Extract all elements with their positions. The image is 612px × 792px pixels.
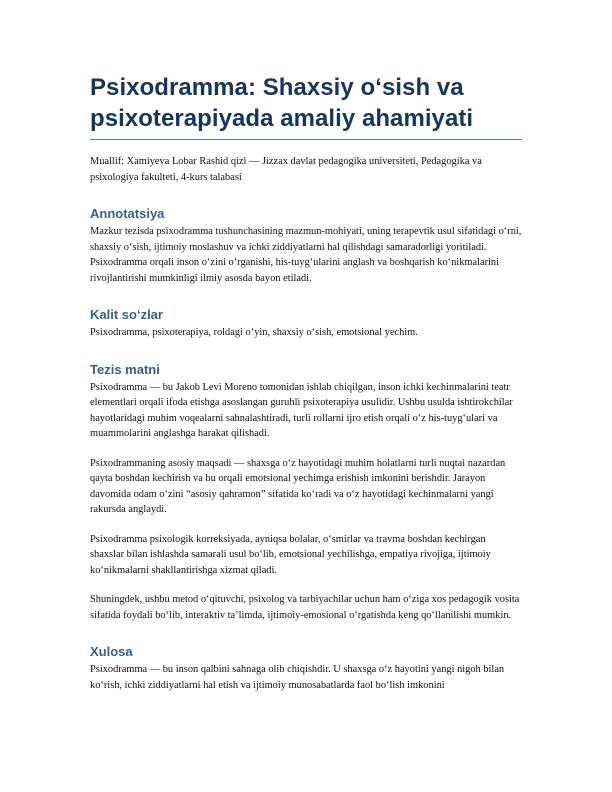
- keywords-text: Psixodramma, psixoterapiya, roldagi o‘yin, shaxsiy o‘sish, emotsional yechim.: [90, 327, 418, 338]
- keywords-heading: Kalit so‘zlar: [90, 307, 163, 322]
- conclusion-text: Psixodramma — bu inson qalbini sahnaga olib chiqishdir. U shaxsga o‘z hayotini yangi nigoh bilan ko‘rish, ichki ziddiyatlarni hal etish va ijtimoiy munosabatlarda faol bo‘lish imkonini: [90, 664, 505, 691]
- conclusion-heading: Xulosa: [90, 644, 133, 659]
- author-line: Muallif: Xamiyeva Lobar Rashid qizi — Jizzax davlat pedagogika universiteti, Pedagogika va psixologiya fakulteti, 4-kurs talabasi: [90, 156, 482, 183]
- body-paragraph: Psixodrammaning asosiy maqsadi — shaxsga o‘z hayotidagi muhim holatlarni turli nuqtai nazardan qayta boshdan kechirish va bu orqali emotsional yechimga erishish imkonini berishdir. Jarayon davomida odam o‘zini “asosiy qahramon” sifatida ko‘radi va o‘z hayotidagi kechinmalarni yangi rakursda anglaydi.: [90, 457, 506, 515]
- body-heading: Tezis matni: [90, 361, 160, 377]
- annotation-heading: Annotatsiya: [90, 206, 165, 221]
- body-paragraph: Psixodramma — bu Jakob Levi Moreno tomonidan ishlab chiqilgan, inson ichki kechinmalarini teatr elementlari orqali ifoda etishga asoslangan guruhli psixoterapiya usulidir. Ushbu usulda ishtirokchilar hayotlaridagi muhim voqealarni sahnalashtiradi, turli rollarni ijro etish orqali o‘z his-tuyg‘ulari va muammolarini anglashga harakat qilishadi.: [90, 381, 513, 439]
- body-section: [90, 361, 522, 624]
- conclusion-section: [90, 643, 522, 693]
- body-paragraph: Psixodramma psixologik korreksiyada, ayniqsa bolalar, o‘smirlar va travma boshdan kechirgan shaxslar bilan ishlashda samarali usul bo‘lib, emotsional yechilishga, empatiya rivojiga, ijtimoiy ko‘nikmalarni shakllantirishga xizmat qiladi.: [90, 533, 491, 576]
- document-title: Psixodramma: Shaxsiy o‘sish va psixoterapiyada amaliy ahamiyati: [90, 74, 474, 132]
- body-paragraph: Shuningdek, ushbu metod o‘qituvchi, psixolog va tarbiyachilar uchun ham o‘ziga xos pedagogik vosita sifatida foydali bo‘lib, interaktiv ta’limda, ijtimoiy-emosional o‘rgatishda keng qo‘llanilishi mumkin.: [90, 594, 520, 621]
- title-underline: [90, 139, 522, 140]
- keywords-section: [90, 306, 522, 341]
- annotation-section: [90, 205, 522, 286]
- annotation-text: Mazkur tezisda psixodramma tushunchasining mazmun-mohiyati, uning terapevtik usul sifatidagi o‘rni, shaxsiy o‘sish, ijtimoiy moslashuv va ichki ziddiyatlarni hal qilishdagi samaradorligi yoritiladi. Psixodramma orqali inson o‘zini o‘rganishi, his-tuyg‘ularini anglash va boshqarish ko‘nikmalarini rivojlantirishi mumkinligi ilmiy asosda bayon etiladi.: [90, 226, 522, 284]
